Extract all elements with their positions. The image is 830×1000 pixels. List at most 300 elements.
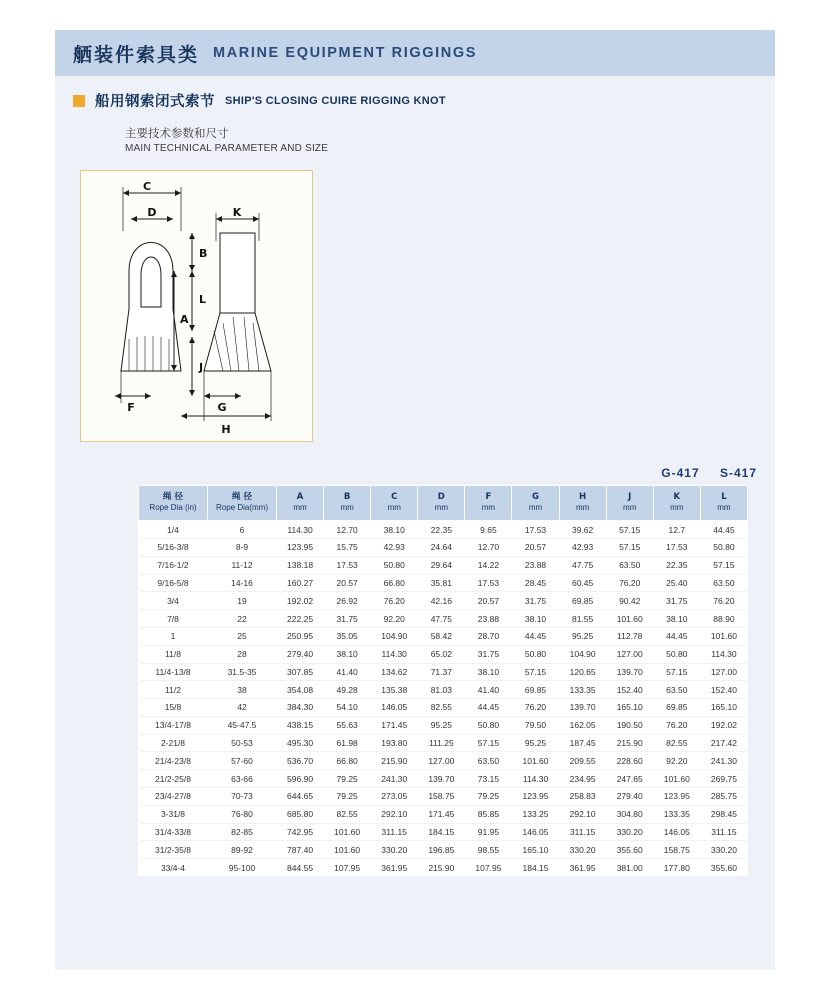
- table-cell: 38.10: [512, 610, 559, 628]
- table-cell: 107.95: [324, 859, 371, 876]
- table-header-cell: [559, 486, 606, 521]
- spec-table: [138, 485, 748, 876]
- table-cell: 381.00: [606, 859, 653, 876]
- table-cell: 114.30: [700, 645, 747, 663]
- table-cell: 12.70: [465, 539, 512, 557]
- table-cell: 63.50: [653, 681, 700, 699]
- table-cell: 384.30: [277, 699, 324, 717]
- table-cell: 101.60: [653, 770, 700, 788]
- table-cell: 192.02: [277, 592, 324, 610]
- header-cn: 绳 径: [232, 492, 252, 502]
- table-cell: 112.78: [606, 627, 653, 645]
- table-cell: 292.10: [371, 805, 418, 823]
- table-cell: 165.10: [700, 699, 747, 717]
- section-name-en: SHIP'S CLOSING CUIRE RIGGING KNOT: [225, 94, 446, 107]
- table-cell: 120.65: [559, 663, 606, 681]
- table-cell: 1/4: [139, 521, 208, 539]
- table-header-cell: [277, 486, 324, 521]
- table-cell: 31.5-35: [208, 663, 277, 681]
- rigging-knot-drawing: [81, 171, 312, 441]
- table-cell: 162.05: [559, 716, 606, 734]
- table-cell: 98.55: [465, 841, 512, 859]
- table-cell: 38.10: [653, 610, 700, 628]
- table-cell: 60.45: [559, 574, 606, 592]
- table-row: [139, 699, 748, 717]
- table-cell: 123.95: [653, 787, 700, 805]
- table-header-cell: [324, 486, 371, 521]
- table-cell: 57.15: [700, 556, 747, 574]
- table-cell: 57-60: [208, 752, 277, 770]
- table-row: [139, 770, 748, 788]
- table-cell: 1: [139, 627, 208, 645]
- svg-text:A: A: [180, 313, 189, 326]
- table-cell: 76-80: [208, 805, 277, 823]
- table-cell: 31.75: [465, 645, 512, 663]
- table-cell: 22.35: [653, 556, 700, 574]
- header-en: J: [628, 492, 632, 502]
- table-cell: 82.55: [653, 734, 700, 752]
- table-cell: 92.20: [371, 610, 418, 628]
- table-cell: 139.70: [418, 770, 465, 788]
- table-cell: 844.55: [277, 859, 324, 876]
- table-row: [139, 556, 748, 574]
- svg-text:B: B: [199, 247, 208, 260]
- table-cell: 50-53: [208, 734, 277, 752]
- table-cell: 11/8: [139, 645, 208, 663]
- table-cell: 152.40: [606, 681, 653, 699]
- table-cell: 685.80: [277, 805, 324, 823]
- table-header-cell: [139, 486, 208, 521]
- header-title-en: MARINE EQUIPMENT RIGGINGS: [213, 45, 477, 61]
- table-cell: 23.88: [465, 610, 512, 628]
- product-diagram: [80, 170, 313, 442]
- table-cell: 95.25: [418, 716, 465, 734]
- table-cell: 2-21/8: [139, 734, 208, 752]
- table-row: [139, 521, 748, 539]
- table-row: [139, 627, 748, 645]
- table-cell: 146.05: [512, 823, 559, 841]
- svg-text:G: G: [217, 401, 227, 414]
- table-cell: 307.85: [277, 663, 324, 681]
- table-cell: 79.25: [465, 787, 512, 805]
- table-cell: 158.75: [653, 841, 700, 859]
- table-cell: 31.75: [512, 592, 559, 610]
- product-code-g: G-417: [661, 466, 700, 480]
- table-cell: 354.08: [277, 681, 324, 699]
- table-cell: 187.45: [559, 734, 606, 752]
- table-cell: 76.20: [653, 716, 700, 734]
- table-cell: 33/4-4: [139, 859, 208, 876]
- header-en: K: [673, 492, 681, 502]
- table-row: [139, 645, 748, 663]
- table-cell: 241.30: [700, 752, 747, 770]
- table-row: [139, 805, 748, 823]
- table-cell: 42.16: [418, 592, 465, 610]
- table-cell: 90.42: [606, 592, 653, 610]
- table-cell: 82.55: [324, 805, 371, 823]
- table-cell: 3-31/8: [139, 805, 208, 823]
- table-header-cell: [418, 486, 465, 521]
- table-row: [139, 859, 748, 876]
- table-cell: 79.25: [324, 787, 371, 805]
- table-cell: 3/4: [139, 592, 208, 610]
- param-caption: [55, 111, 775, 156]
- table-cell: 13/4-17/8: [139, 716, 208, 734]
- table-cell: 250.95: [277, 627, 324, 645]
- table-cell: 25.40: [653, 574, 700, 592]
- table-cell: 787.40: [277, 841, 324, 859]
- header-unit: mm: [670, 503, 684, 513]
- table-cell: 273.05: [371, 787, 418, 805]
- table-cell: 79.50: [512, 716, 559, 734]
- table-cell: 71.37: [418, 663, 465, 681]
- svg-text:C: C: [142, 180, 152, 193]
- table-cell: 247.65: [606, 770, 653, 788]
- table-cell: 209.55: [559, 752, 606, 770]
- header-unit: mm: [623, 503, 637, 513]
- table-cell: 57.15: [653, 663, 700, 681]
- table-cell: 50.80: [653, 645, 700, 663]
- table-cell: 76.20: [700, 592, 747, 610]
- table-cell: 134.62: [371, 663, 418, 681]
- table-cell: 15/8: [139, 699, 208, 717]
- header-en: Rope Dia (in): [149, 503, 197, 513]
- table-cell: 114.30: [277, 521, 324, 539]
- table-cell: 50.80: [465, 716, 512, 734]
- table-cell: 29.64: [418, 556, 465, 574]
- table-cell: 95.25: [559, 627, 606, 645]
- table-cell: 495.30: [277, 734, 324, 752]
- header-unit: mm: [387, 503, 401, 513]
- table-cell: 35.81: [418, 574, 465, 592]
- table-cell: 596.90: [277, 770, 324, 788]
- table-cell: 11-12: [208, 556, 277, 574]
- table-cell: 63.50: [700, 574, 747, 592]
- header-en: L: [721, 492, 727, 502]
- table-cell: 9.65: [465, 521, 512, 539]
- table-row: [139, 734, 748, 752]
- table-cell: 138.18: [277, 556, 324, 574]
- header-en: B: [343, 492, 351, 502]
- table-row: [139, 752, 748, 770]
- table-cell: 101.60: [324, 841, 371, 859]
- table-cell: 15.75: [324, 539, 371, 557]
- section-name-cn: 船用钢索闭式索节: [95, 94, 215, 110]
- table-cell: 63.50: [606, 556, 653, 574]
- product-code-s: S-417: [719, 466, 757, 480]
- table-cell: 11/4-13/8: [139, 663, 208, 681]
- header-en: G: [532, 492, 539, 502]
- table-cell: 35.05: [324, 627, 371, 645]
- table-cell: 42: [208, 699, 277, 717]
- table-cell: 42.93: [559, 539, 606, 557]
- param-caption-cn: 主要技术参数和尺寸: [125, 126, 229, 140]
- table-cell: 12.7: [653, 521, 700, 539]
- table-cell: 50.80: [700, 539, 747, 557]
- table-cell: 292.10: [559, 805, 606, 823]
- table-cell: 14-16: [208, 574, 277, 592]
- param-caption-en: MAIN TECHNICAL PARAMETER AND SIZE: [125, 142, 329, 154]
- table-cell: 57.15: [465, 734, 512, 752]
- table-cell: 28.45: [512, 574, 559, 592]
- table-cell: 133.35: [653, 805, 700, 823]
- table-cell: 152.40: [700, 681, 747, 699]
- table-header-row: [139, 486, 748, 521]
- table-cell: 361.95: [559, 859, 606, 876]
- table-cell: 91.95: [465, 823, 512, 841]
- table-cell: 127.00: [418, 752, 465, 770]
- table-row: [139, 841, 748, 859]
- table-cell: 536.70: [277, 752, 324, 770]
- table-cell: 215.90: [606, 734, 653, 752]
- table-header-cell: [606, 486, 653, 521]
- header-en: C: [391, 492, 398, 502]
- table-cell: 146.05: [371, 699, 418, 717]
- table-cell: 101.60: [606, 610, 653, 628]
- spec-table-body: [139, 521, 748, 876]
- table-cell: 39.62: [559, 521, 606, 539]
- table-cell: 184.15: [512, 859, 559, 876]
- header-unit: mm: [340, 503, 354, 513]
- table-cell: 101.60: [512, 752, 559, 770]
- table-cell: 89-92: [208, 841, 277, 859]
- table-header-cell: [465, 486, 512, 521]
- table-row: [139, 574, 748, 592]
- header-en: F: [485, 492, 492, 502]
- table-cell: 644.65: [277, 787, 324, 805]
- table-cell: 70-73: [208, 787, 277, 805]
- table-cell: 330.20: [371, 841, 418, 859]
- table-cell: 234.95: [559, 770, 606, 788]
- table-cell: 69.85: [559, 592, 606, 610]
- table-cell: 31.75: [653, 592, 700, 610]
- table-cell: 76.20: [606, 574, 653, 592]
- table-cell: 190.50: [606, 716, 653, 734]
- table-row: [139, 716, 748, 734]
- table-cell: 269.75: [700, 770, 747, 788]
- table-cell: 61.98: [324, 734, 371, 752]
- table-cell: 44.45: [653, 627, 700, 645]
- table-cell: 104.90: [559, 645, 606, 663]
- table-cell: 28.70: [465, 627, 512, 645]
- table-cell: 133.35: [559, 681, 606, 699]
- header-unit: mm: [528, 503, 543, 513]
- table-row: [139, 610, 748, 628]
- table-cell: 81.55: [559, 610, 606, 628]
- table-cell: 279.40: [277, 645, 324, 663]
- table-cell: 355.60: [606, 841, 653, 859]
- table-cell: 139.70: [606, 663, 653, 681]
- table-cell: 69.85: [653, 699, 700, 717]
- table-cell: 22.35: [418, 521, 465, 539]
- product-codes: [645, 466, 757, 480]
- table-cell: 330.20: [559, 841, 606, 859]
- table-cell: 25: [208, 627, 277, 645]
- table-cell: 92.20: [653, 752, 700, 770]
- table-cell: 5/16-3/8: [139, 539, 208, 557]
- table-cell: 57.15: [512, 663, 559, 681]
- table-row: [139, 663, 748, 681]
- table-cell: 742.95: [277, 823, 324, 841]
- header-unit: mm: [481, 503, 496, 513]
- table-cell: 228.60: [606, 752, 653, 770]
- header-en: Rope Dia(mm): [215, 503, 268, 513]
- table-cell: 63-66: [208, 770, 277, 788]
- table-cell: 17.53: [653, 539, 700, 557]
- table-cell: 21/4-23/8: [139, 752, 208, 770]
- table-cell: 76.20: [512, 699, 559, 717]
- table-cell: 7/8: [139, 610, 208, 628]
- table-cell: 44.45: [465, 699, 512, 717]
- table-cell: 82.55: [418, 699, 465, 717]
- table-cell: 26.92: [324, 592, 371, 610]
- table-cell: 311.15: [371, 823, 418, 841]
- table-cell: 171.45: [371, 716, 418, 734]
- table-header-cell: [371, 486, 418, 521]
- table-cell: 95.25: [512, 734, 559, 752]
- table-header-cell: [653, 486, 700, 521]
- header-title-cn: 舾装件索具类: [73, 43, 200, 66]
- table-cell: 88.90: [700, 610, 747, 628]
- header-cn: 绳 径: [163, 492, 183, 502]
- table-row: [139, 539, 748, 557]
- table-cell: 44.45: [700, 521, 747, 539]
- table-cell: 111.25: [418, 734, 465, 752]
- table-cell: 38: [208, 681, 277, 699]
- table-cell: 279.40: [606, 787, 653, 805]
- table-cell: 73.15: [465, 770, 512, 788]
- table-cell: 222.25: [277, 610, 324, 628]
- table-cell: 165.10: [606, 699, 653, 717]
- table-cell: 24.64: [418, 539, 465, 557]
- table-cell: 311.15: [559, 823, 606, 841]
- table-cell: 133.25: [512, 805, 559, 823]
- table-cell: 114.30: [512, 770, 559, 788]
- table-cell: 79.25: [324, 770, 371, 788]
- table-cell: 50.80: [371, 556, 418, 574]
- table-cell: 57.15: [606, 539, 653, 557]
- table-row: [139, 823, 748, 841]
- table-cell: 135.38: [371, 681, 418, 699]
- table-cell: 47.75: [418, 610, 465, 628]
- table-cell: 28: [208, 645, 277, 663]
- table-cell: 104.90: [371, 627, 418, 645]
- table-cell: 6: [208, 521, 277, 539]
- table-cell: 11/2: [139, 681, 208, 699]
- svg-text:F: F: [127, 401, 135, 414]
- table-cell: 63.50: [465, 752, 512, 770]
- table-cell: 9/16-5/8: [139, 574, 208, 592]
- table-cell: 38.10: [371, 521, 418, 539]
- table-cell: 165.10: [512, 841, 559, 859]
- table-cell: 139.70: [559, 699, 606, 717]
- table-cell: 8-9: [208, 539, 277, 557]
- table-cell: 41.40: [324, 663, 371, 681]
- table-cell: 107.95: [465, 859, 512, 876]
- table-cell: 258.83: [559, 787, 606, 805]
- table-row: [139, 681, 748, 699]
- table-cell: 76.20: [371, 592, 418, 610]
- table-header-cell: [208, 486, 277, 521]
- table-cell: 123.95: [277, 539, 324, 557]
- table-cell: 17.53: [324, 556, 371, 574]
- table-cell: 127.00: [700, 663, 747, 681]
- table-cell: 47.75: [559, 556, 606, 574]
- square-marker-icon: [73, 95, 85, 107]
- table-cell: 21/2-25/8: [139, 770, 208, 788]
- table-cell: 127.00: [606, 645, 653, 663]
- table-cell: 23.88: [512, 556, 559, 574]
- table-cell: 55.63: [324, 716, 371, 734]
- header-unit: mm: [717, 503, 731, 513]
- table-cell: 23/4-27/8: [139, 787, 208, 805]
- table-cell: 44.45: [512, 627, 559, 645]
- table-cell: 192.02: [700, 716, 747, 734]
- table-cell: 66.80: [371, 574, 418, 592]
- spec-table-wrapper: [138, 485, 748, 876]
- table-cell: 123.95: [512, 787, 559, 805]
- table-cell: 196.85: [418, 841, 465, 859]
- table-cell: 22: [208, 610, 277, 628]
- table-cell: 298.45: [700, 805, 747, 823]
- table-cell: 114.30: [371, 645, 418, 663]
- table-cell: 12.70: [324, 521, 371, 539]
- table-cell: 17.53: [465, 574, 512, 592]
- table-cell: 311.15: [700, 823, 747, 841]
- table-cell: 95-100: [208, 859, 277, 876]
- table-cell: 7/16-1/2: [139, 556, 208, 574]
- table-cell: 45-47.5: [208, 716, 277, 734]
- table-cell: 20.57: [512, 539, 559, 557]
- table-cell: 215.90: [418, 859, 465, 876]
- table-cell: 438.15: [277, 716, 324, 734]
- header-unit: mm: [575, 503, 590, 513]
- page-header: [55, 30, 775, 76]
- table-cell: 215.90: [371, 752, 418, 770]
- table-cell: 58.42: [418, 627, 465, 645]
- svg-text:J: J: [199, 361, 204, 374]
- table-cell: 101.60: [700, 627, 747, 645]
- content-panel: [55, 30, 775, 970]
- table-cell: 355.60: [700, 859, 747, 876]
- table-cell: 69.85: [512, 681, 559, 699]
- table-cell: 285.75: [700, 787, 747, 805]
- table-cell: 330.20: [700, 841, 747, 859]
- table-cell: 85.85: [465, 805, 512, 823]
- table-cell: 31.75: [324, 610, 371, 628]
- table-cell: 20.57: [465, 592, 512, 610]
- header-unit: mm: [293, 503, 307, 513]
- table-cell: 241.30: [371, 770, 418, 788]
- header-en: A: [296, 492, 304, 502]
- table-cell: 217.42: [700, 734, 747, 752]
- table-cell: 31/4-33/8: [139, 823, 208, 841]
- table-cell: 193.80: [371, 734, 418, 752]
- svg-text:K: K: [232, 206, 242, 219]
- table-cell: 41.40: [465, 681, 512, 699]
- table-cell: 146.05: [653, 823, 700, 841]
- table-cell: 81.03: [418, 681, 465, 699]
- section-heading: [55, 76, 775, 111]
- table-cell: 184.15: [418, 823, 465, 841]
- table-cell: 50.80: [512, 645, 559, 663]
- table-cell: 38.10: [465, 663, 512, 681]
- table-cell: 177.80: [653, 859, 700, 876]
- table-cell: 171.45: [418, 805, 465, 823]
- table-cell: 17.53: [512, 521, 559, 539]
- svg-text:H: H: [221, 423, 231, 436]
- table-header-cell: [700, 486, 747, 521]
